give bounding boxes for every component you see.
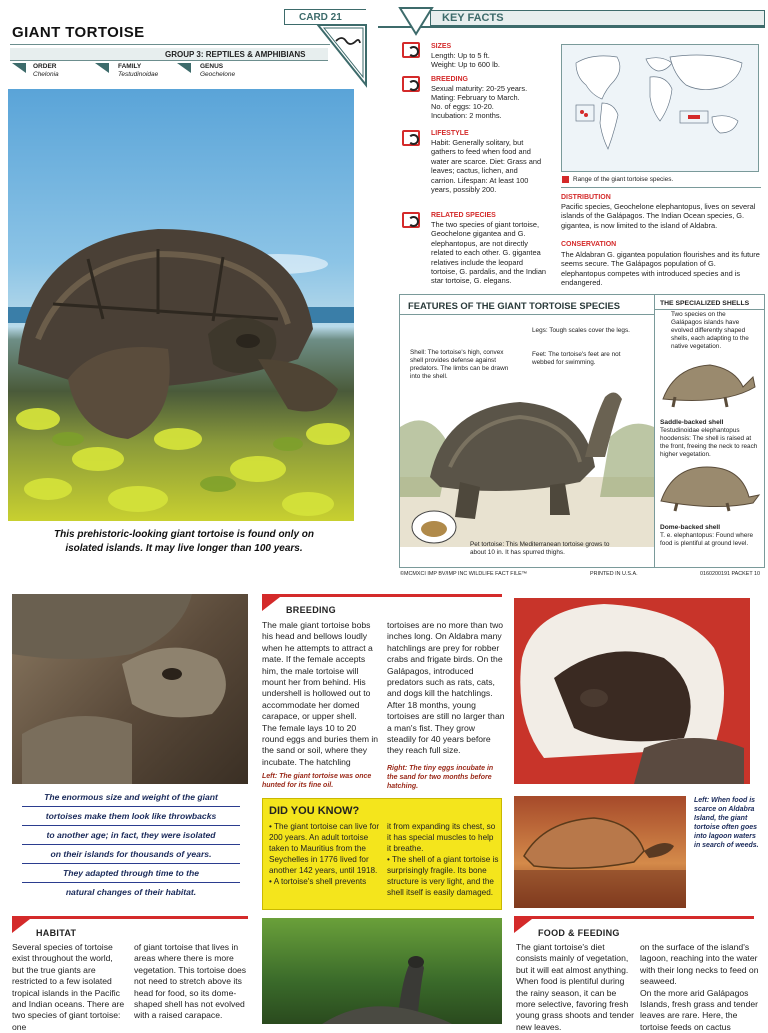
food-head: FOOD & FEEDING xyxy=(538,928,620,938)
habitat-flag-icon xyxy=(12,919,30,933)
hero-tortoise-photo xyxy=(8,89,354,521)
food-flag-icon xyxy=(514,919,532,933)
world-map-illustration xyxy=(562,45,758,171)
lagoon-illustration xyxy=(514,796,686,908)
old-tortoise-photo xyxy=(12,594,248,784)
breeding-line-4: Incubation: 2 months. xyxy=(431,111,502,120)
old-tortoise-illustration xyxy=(12,594,248,784)
neck-tortoise-illustration xyxy=(262,918,502,1024)
quote-line-2: tortoises make them look like throwbacks xyxy=(45,811,217,821)
habitat-head: HABITAT xyxy=(36,928,77,938)
family-flag-icon xyxy=(95,63,109,73)
card-tab xyxy=(284,9,366,25)
quote-line-3: to another age; in fact, they were isolated xyxy=(46,830,216,840)
hero-caption: This prehistoric-looking giant tortoise is found only on isolated islands. It may live longer than 100 years. xyxy=(54,529,314,554)
breeding-caption-left: Left: The giant tortoise was once hunted for its fine oil. xyxy=(262,773,372,789)
dome-head: Dome-backed shell xyxy=(660,524,721,531)
sizes-line-1: Length: Up to 5 ft. xyxy=(431,51,490,60)
features-legs: Legs: Tough scales cover the legs. xyxy=(532,327,630,334)
features-title-rule xyxy=(400,314,654,315)
quote-rule-3 xyxy=(22,844,240,845)
dome-text: T. e. elephantopus: Found where food is plentiful at ground level. xyxy=(660,532,754,547)
features-panel xyxy=(399,294,655,568)
quote-rule-2 xyxy=(22,825,240,826)
dome-shell-illustration xyxy=(655,463,765,513)
shells-title-rule xyxy=(655,309,765,310)
lifestyle-icon xyxy=(402,130,420,146)
quote-rule-5 xyxy=(22,882,240,883)
shells-panel xyxy=(655,294,765,568)
breeding-facts-head: BREEDING xyxy=(431,76,468,83)
habitat-col-1: Several species of tortoise exist throughout the world, but the true giants are restricted to a few isolated tropical islands in the Pacific and Indian oceans. There are two species of giant tortoise: one xyxy=(12,942,125,1032)
order-flag-icon xyxy=(12,63,26,73)
did-you-know-box xyxy=(262,798,502,910)
did-you-know-col-1: • The giant tortoise can live for 200 years. An adult tortoise taken to Mauritius from the Seychelles in 1776 lived for another 142 years, until 1918. • A tortoise's shell prevents xyxy=(269,822,380,886)
title-rule xyxy=(10,44,330,45)
lagoon-tortoise-photo xyxy=(514,796,686,908)
saddle-head: Saddle-backed shell xyxy=(660,419,724,426)
habitat-col-2: of giant tortoise that lives in areas where there is more vegetation. This tortoise does not need to stretch above its head for food, so its dome-shaped shell has not evolved with a raised carapace. xyxy=(134,942,247,1021)
hatchling-illustration xyxy=(514,598,750,784)
genus-flag-icon xyxy=(177,63,191,73)
breeding-icon xyxy=(402,76,420,92)
hatchling-photo xyxy=(514,598,750,784)
map-legend-swatch xyxy=(562,176,569,183)
range-map xyxy=(561,44,759,172)
breeding-redline xyxy=(262,594,502,597)
key-facts-header xyxy=(378,8,765,28)
quote-line-5: They adapted through time to the xyxy=(62,868,200,878)
breeding-col-2: tortoises are no more than two inches long. On Aldabra many hatchlings are prey for robber crabs and frigate birds. On the Galápagos, introduced predators such as rats, cats, and dogs kill the hatchlings. After 18 months, young tortoises are still no larger than a man's fist. They grow steadily for 40 years before they reach full size. xyxy=(387,620,505,756)
saddle-text: Testudinoidae elephantopus hoodensis: The shell is raised at the front, freeing the neck to reach higher vegetation. xyxy=(660,427,758,458)
breeding-head: BREEDING xyxy=(286,605,336,615)
shells-title: THE SPECIALIZED SHELLS xyxy=(660,300,750,307)
key-facts-title: KEY FACTS xyxy=(442,12,504,24)
shells-intro: Two species on the Galápagos islands have evolved differently shaped shells, each adapting to the native vegetation. xyxy=(671,311,749,350)
sizes-line-2: Weight: Up to 600 lb. xyxy=(431,60,500,69)
habitat-redline xyxy=(12,916,248,919)
lagoon-caption: Left: When food is scarce on Aldabra Island, the giant tortoise often goes into lagoon waters in search of weeds. xyxy=(694,797,759,849)
saddle-shell-illustration xyxy=(655,359,765,409)
breeding-flag-icon xyxy=(262,597,280,611)
map-rule xyxy=(561,187,761,188)
breeding-caption-right: Right: The tiny eggs incubate in the sand for two months before hatching. xyxy=(387,765,494,790)
breeding-line-1: Sexual maturity: 20-25 years. xyxy=(431,84,528,93)
conservation-head: CONSERVATION xyxy=(561,241,617,248)
features-title: FEATURES OF THE GIANT TORTOISE SPECIES xyxy=(408,300,621,311)
quote-rule-4 xyxy=(22,863,240,864)
lifestyle-text: Habit: Generally solitary, but gathers to feed when food and water are scarce. Diet: Grass and leaves; cactus, lichen, and carrion. Lifespan: At least 100 years, possibly 200. xyxy=(431,138,542,195)
group-label: GROUP 3: REPTILES & AMPHIBIANS xyxy=(165,50,306,59)
related-species-icon xyxy=(402,212,420,228)
conservation-text: The Aldabran G. gigantea population flourishes and its future seems secure. The Galápagos population of G. elephantopus competes with introduced species and is endangered. xyxy=(561,250,760,288)
order-value: Chelonia xyxy=(33,71,59,78)
card-header xyxy=(0,0,370,88)
breeding-line-3: No. of eggs: 10-20. xyxy=(431,102,494,111)
related-text: The two species of giant tortoise, Geochelone gigantea and G. elephantopus, are not directly related to each other. G. gigantea relatives include the leopard tortoise, G. pardalis, and the Indian star tortoise, G. elegans. xyxy=(431,220,547,286)
quote-line-1: The enormous size and weight of the giant xyxy=(44,792,218,802)
food-col-2: on the surface of the island's lagoon, reaching into the water with their long necks to feed on seaweed. On the more arid Galápagos Islands, fresh grass and tender leaves are rare. Here, the tortoise feeds on cactus xyxy=(640,942,759,1032)
card-number: CARD 21 xyxy=(299,12,342,23)
family-value: Testudinoidae xyxy=(118,71,159,78)
family-label: FAMILY xyxy=(118,63,142,70)
quote-line-6: natural changes of their habitat. xyxy=(65,887,197,897)
food-col-1: The giant tortoise's diet consists mainly of vegetation, but it will eat almost anything. When food is plentiful during the rainy season, it can be more selective, favoring fresh young grass shoots and tender new leaves. xyxy=(516,942,635,1032)
features-shell: Shell: The tortoise's high, convex shell provides defense against predators. The limbs can be drawn into the shell. xyxy=(410,349,509,380)
breeding-col-1: The male giant tortoise bobs his head and bellows loudly when he attempts to attract a mate. If the female accepts him, the male tortoise will mount her from behind. His undershell is hollowed out to accommodate her domed carapace, or upper shell. The female lays 10 to 20 round eggs and buries them in the sand or soil, where they incubate. The hatchling xyxy=(262,620,379,767)
food-redline xyxy=(514,916,754,919)
footer-copyright: ©MCMXCI IMP BV/IMP INC WILDLIFE FACT FILE™ xyxy=(400,571,528,577)
tortoise-neck-photo xyxy=(262,918,502,1024)
footer-printed: PRINTED IN U.S.A. xyxy=(590,571,638,577)
related-head: RELATED SPECIES xyxy=(431,212,496,219)
tortoise-illustration xyxy=(8,89,354,521)
sizes-icon xyxy=(402,42,420,58)
genus-label: GENUS xyxy=(200,63,224,70)
card-title: GIANT TORTOISE xyxy=(12,24,145,41)
quote-rule-1 xyxy=(22,806,240,807)
quote-line-4: on their islands for thousands of years. xyxy=(50,849,212,859)
features-feet: Feet: The tortoise's feet are not webbed for swimming. xyxy=(532,351,621,366)
footer-code: 0160200191 PACKET 10 xyxy=(700,571,761,577)
breeding-line-2: Mating: February to March. xyxy=(431,93,520,102)
sizes-head: SIZES xyxy=(431,43,452,50)
did-you-know-head: DID YOU KNOW? xyxy=(269,805,360,817)
distribution-head: DISTRIBUTION xyxy=(561,194,611,201)
features-tortoise-illustration xyxy=(400,387,654,547)
map-legend: Range of the giant tortoise species. xyxy=(573,176,674,183)
lifestyle-head: LIFESTYLE xyxy=(431,130,469,137)
distribution-text: Pacific species, Geochelone elephantopus, lives on several islands of the Galápagos. The Indian Ocean species, G. gigantea, is now limited to the island of Aldabra. xyxy=(561,202,756,230)
genus-value: Geochelone xyxy=(200,71,236,78)
did-you-know-col-2: it from expanding its chest, so it has special muscles to help it breathe. • The shell of a giant tortoise is surprisingly fragile. Its bone structure is very light, and the shell itself is easily damaged. xyxy=(387,822,499,897)
order-label: ORDER xyxy=(33,63,57,70)
features-pet: Pet tortoise: This Mediterranean tortoise grows to about 10 in. It has spurred thighs. xyxy=(470,541,610,556)
key-facts-pointer-icon xyxy=(398,6,434,36)
